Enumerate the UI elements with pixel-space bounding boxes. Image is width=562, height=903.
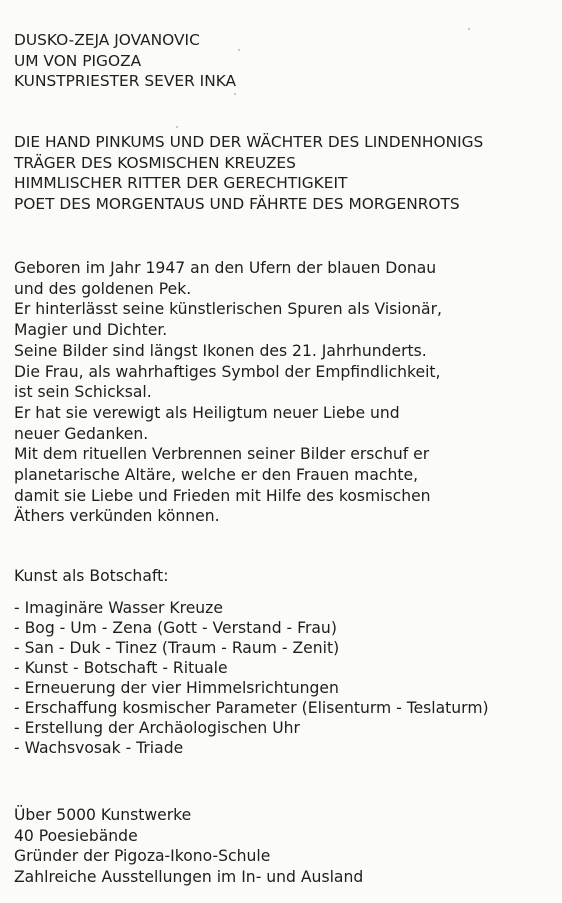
list-item: - Erschaffung kosmischer Parameter (Elisenturm - Teslaturm) (14, 698, 489, 717)
paper-speck (176, 126, 178, 128)
header-line: UM VON PIGOZA (14, 51, 142, 70)
section-heading-text: Kunst als Botschaft: (14, 567, 169, 585)
title-line: TRÄGER DES KOSMISCHEN KREUZES (14, 153, 296, 172)
bio-line: ist sein Schicksal. (14, 383, 152, 402)
paper-speck (238, 49, 240, 51)
stat-line: Gründer der Pigoza-Ikono-Schule (14, 847, 271, 866)
stat-line: 40 Poesiebände (14, 826, 138, 845)
list-item: - Wachsvosak - Triade (14, 738, 184, 757)
list-item: - Erneuerung der vier Himmelsrichtungen (14, 678, 339, 697)
title-line: HIMMLISCHER RITTER DER GERECHTIGKEIT (14, 174, 348, 192)
honorific-titles (14, 132, 483, 214)
bio-line: Geboren im Jahr 1947 an den Ufern der blauen Donau (14, 259, 437, 277)
author-header (14, 30, 236, 92)
header-line: KUNSTPRIESTER SEVER INKA (14, 72, 237, 90)
stat-line: Zahlreiche Ausstellungen im In- und Ausland (14, 867, 364, 886)
list-item: - Imaginäre Wasser Kreuze (14, 599, 223, 617)
title-line: DIE HAND PINKUMS UND DER WÄCHTER DES LINDENHONIGS (14, 133, 484, 151)
bio-line: damit sie Liebe und Frieden mit Hilfe des kosmischen (14, 486, 431, 505)
list-item: - Bog - Um - Zena (Gott - Verstand - Frau) (14, 618, 337, 637)
bio-line: Magier und Dichter. (14, 321, 168, 340)
list-item: - San - Duk - Tinez (Traum - Raum - Zenit) (14, 638, 340, 657)
paper-speck (468, 28, 470, 30)
bio-line: Äthers verkünden können. (14, 507, 220, 526)
bio-line: Er hinterlässt seine künstlerischen Spuren als Visionär, (14, 300, 442, 319)
biography-paragraph (14, 258, 442, 527)
art-message-list (14, 599, 489, 759)
bio-line: neuer Gedanken. (14, 424, 149, 443)
achievements-summary (14, 805, 363, 887)
bio-line: planetarische Altäre, welche er den Frauen machte, (14, 466, 419, 485)
paper-speck (234, 93, 236, 95)
header-line: DUSKO-ZEJA JOVANOVIC (14, 31, 200, 49)
bio-line: Seine Bilder sind längst Ikonen des 21. Jahrhunderts. (14, 341, 427, 360)
bio-line: und des goldenen Pek. (14, 279, 192, 298)
section-heading (14, 566, 168, 587)
title-line: POET DES MORGENTAUS UND FÄHRTE DES MORGENROTS (14, 194, 460, 213)
bio-line: Mit dem rituellen Verbrennen seiner Bilder erschuf er (14, 445, 430, 464)
stat-line: Über 5000 Kunstwerke (14, 806, 192, 824)
bio-line: Er hat sie verewigt als Heiligtum neuer Liebe und (14, 403, 400, 422)
list-item: - Erstellung der Archäologischen Uhr (14, 718, 300, 737)
list-item: - Kunst - Botschaft - Rituale (14, 658, 228, 677)
bio-line: Die Frau, als wahrhaftiges Symbol der Empfindlichkeit, (14, 362, 441, 381)
